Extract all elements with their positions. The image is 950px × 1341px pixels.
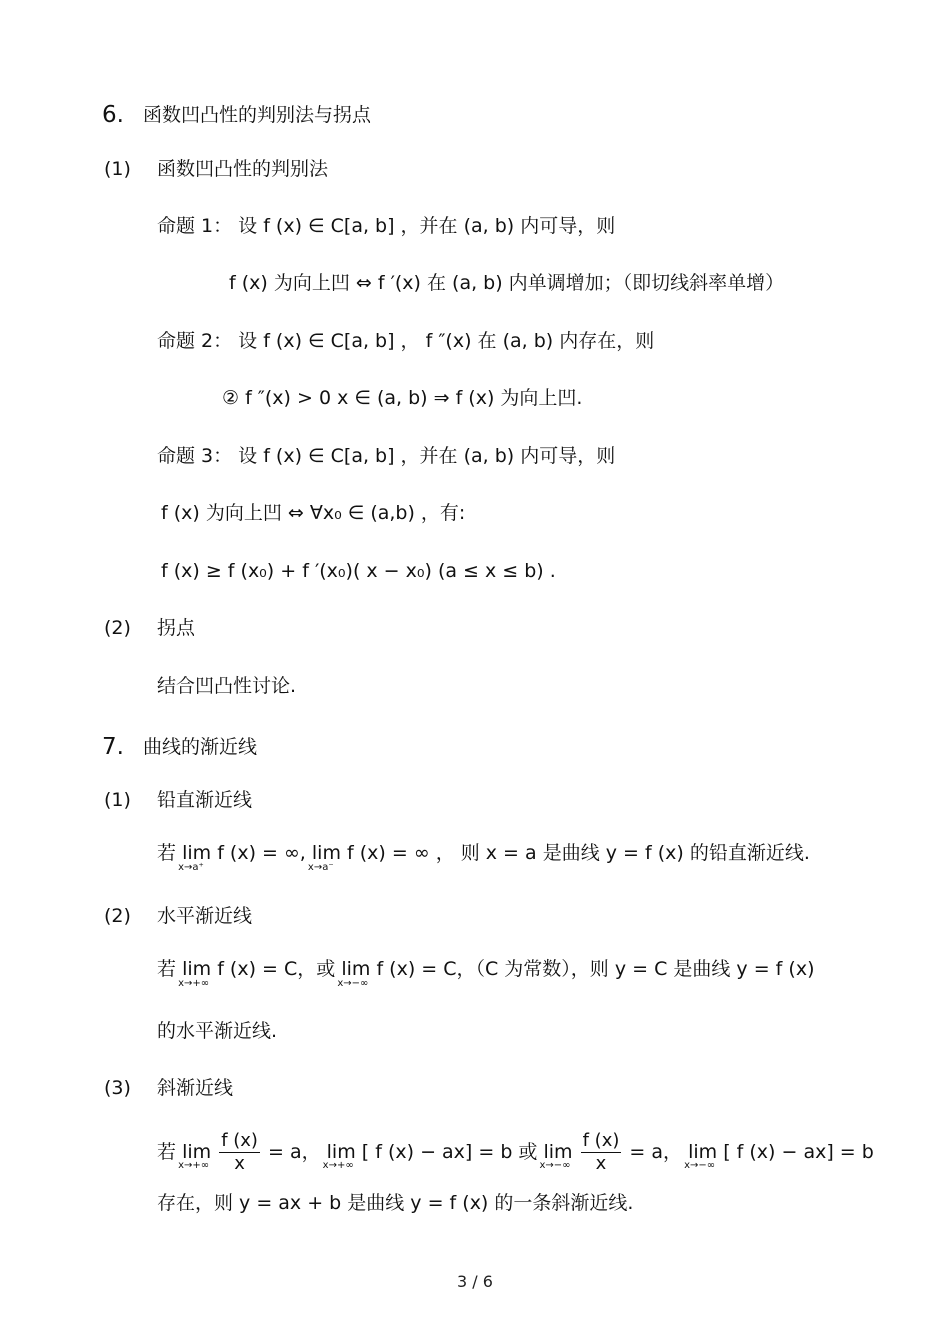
section-7-title: 曲线的渐近线 [143,736,258,758]
subsection-7-2-title: 水平渐近线 [157,905,253,927]
lim-text: lim [543,1141,573,1163]
oblique-asymptote-definition [157,1130,874,1175]
lim-text: lim [182,958,212,980]
fraction-numerator: f (x) [582,1130,620,1151]
proposition-2-statement: 命题 2： 设 f (x) ∈ C[a, b] ， f ″(x) 在 (a, b) 内存在，则 [157,330,655,352]
proposition-2-conclusion: ② f ″(x) > 0 x ∈ (a, b) ⇒ f (x) 为向上凹. [222,387,583,409]
limit-subscript: x→+∞ [322,1160,354,1171]
limit-subscript: x→−∞ [539,1160,571,1171]
subsection-6-1-title: 函数凹凸性的判别法 [157,158,329,180]
subsection-6-2-number: (2) [104,617,131,639]
ruo-word: 若 [157,842,177,864]
oblique-asymptote-conclusion: 存在，则 y = ax + b 是曲线 y = f (x) 的一条斜渐近线. [157,1192,634,1214]
section-6-title: 函数凹凸性的判别法与拐点 [143,104,372,126]
proposition-3-condition: f (x) 为向上凹 ⇔ ∀x₀ ∈ (a,b) ，有: [161,502,466,524]
subsection-7-3-number: (3) [104,1077,131,1099]
limit-minus-infinity [539,1139,573,1171]
limit-expression: f (x) = C，或 [217,958,336,980]
subsection-7-3-title: 斜渐近线 [157,1077,234,1099]
fraction-numerator: f (x) [221,1130,258,1151]
fraction-f-over-x [581,1130,622,1175]
subsection-7-2-number: (2) [104,905,131,927]
subsection-6-2-title: 拐点 [157,617,196,639]
horizontal-asymptote-continuation: 的水平渐近线. [157,1020,278,1042]
ruo-word: 若 [157,958,177,980]
limit-expression: f (x) = C，（C 为常数），则 y = C 是曲线 y = f (x) [376,958,815,980]
lim-text: lim [182,1141,212,1163]
proposition-1-conclusion: f (x) 为向上凹 ⇔ f ′(x) 在 (a, b) 内单调增加；（即切线斜率单增） [229,272,785,294]
lim-text: lim [341,958,371,980]
proposition-1-statement: 命题 1： 设 f (x) ∈ C[a, b] ，并在 (a, b) 内可导，则 [157,215,616,237]
limit-minus-infinity [684,1139,718,1171]
inflection-point-text: 结合凹凸性讨论. [157,675,297,697]
limit-subscript: x→a⁺ [178,862,204,873]
fraction-denominator: x [595,1153,607,1174]
limit-plus-infinity [178,1139,212,1171]
limit-minus-infinity [337,957,371,989]
subsection-6-1-number: (1) [104,158,131,180]
vertical-asymptote-definition [157,841,810,873]
limit-subscript: x→+∞ [178,978,210,989]
lim-text: lim [182,842,212,864]
limit-subscript: x→−∞ [337,978,369,989]
subsection-7-1-title: 铅直渐近线 [157,789,253,811]
horizontal-asymptote-definition [157,957,815,989]
limit-plus [178,841,212,873]
limit-subscript: x→a⁻ [307,862,334,873]
proposition-3-statement: 命题 3： 设 f (x) ∈ C[a, b] ，并在 (a, b) 内可导，则 [157,445,616,467]
bracket-expression: [ f (x) − ax] = b [723,1141,874,1163]
lim-text: lim [311,842,341,864]
section-6-number: 6. [102,102,124,128]
limit-subscript: x→−∞ [684,1160,716,1171]
limit-expression: f (x) = ∞ ， 则 x = a 是曲线 y = f (x) 的铅直渐近线. [347,842,810,864]
proposition-3-inequality: f (x) ≥ f (x₀) + f ′(x₀)( x − x₀) (a ≤ x ≤ b) . [161,560,556,582]
equals-a: = a， [268,1141,321,1163]
limit-expression: f (x) = ∞, [217,842,306,864]
equals-a: = a， [629,1141,683,1163]
ruo-word: 若 [157,1141,177,1163]
limit-subscript: x→+∞ [178,1160,210,1171]
section-7-number: 7. [102,734,124,760]
page-number: 3 / 6 [457,1272,493,1291]
bracket-expression: [ f (x) − ax] = b 或 [361,1141,538,1163]
limit-plus-infinity [178,957,212,989]
subsection-7-1-number: (1) [104,789,131,811]
limit-plus-infinity [322,1139,356,1171]
lim-text: lim [326,1141,356,1163]
lim-text: lim [688,1141,718,1163]
fraction-f-over-x [219,1130,260,1175]
limit-minus [307,841,341,873]
fraction-denominator: x [234,1153,245,1174]
